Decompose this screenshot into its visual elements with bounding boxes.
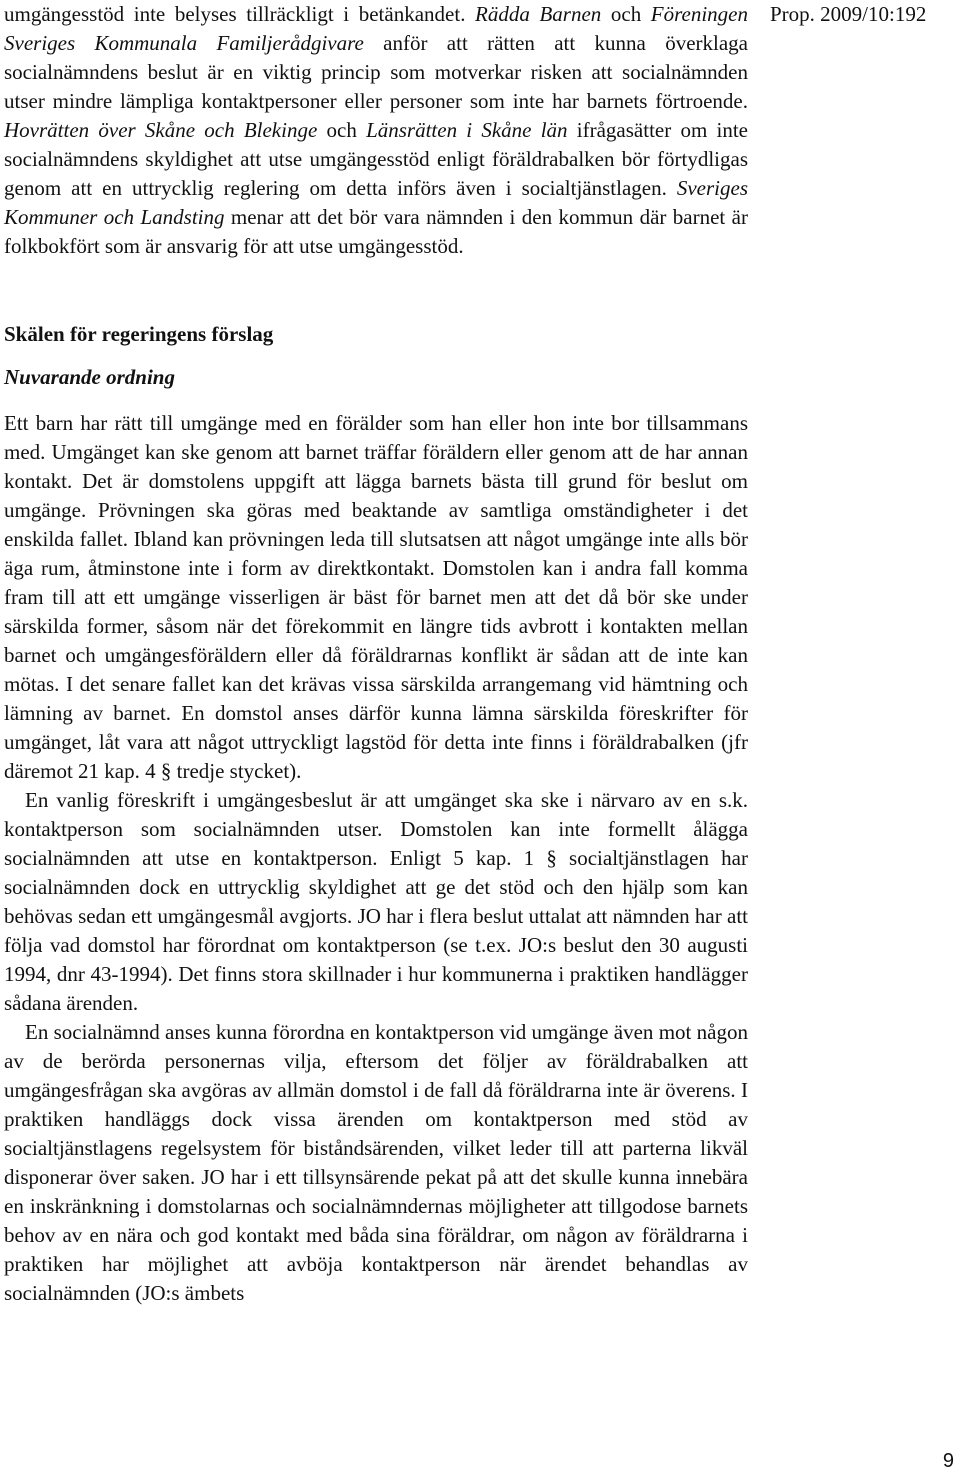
body-paragraph: Ett barn har rätt till umgänge med en förälder som han eller hon inte bor tillsammans med. Umgänget kan ske genom att barnet träffar föräldern eller genom att de har annan kontakt. Det är domstolens uppgift att lägga barnets bästa till grund för beslut om umgänge. Prövningen ska göras med beaktande av samtliga omständigheter i det enskilda fallet. Ibland kan prövningen leda till slutsatsen att något umgänge inte alls bör äga rum, åtminstone inte i form av direktkontakt. Domstolen kan i andra fall komma fram till att ett umgänge visserligen är bäst för barnet men att det då bör ske under särskilda former, såsom när det förekommit en längre tids avbrott i kontakten mellan barnet och umgängesföräldern eller då föräldrarnas konflikt är sådan att de inte kan mötas. I det senare fallet kan det krävas vissa särskilda arrangemang vid hämtning och lämning av barnet. En domstol anses därför kunna lämna särskilda föreskrifter för umgänget, låt vara att något uttryckligt lagstöd för detta inte finns i föräldrabalken (jfr däremot 21 kap. 4 § tredje stycket). <box>4 411 748 783</box>
text-run: menar att det bör vara nämnden i den kommun där barnet är folkbokfört som är ansvarig för att utse umgängesstöd. <box>4 205 748 258</box>
section-heading: Skälen för regeringens förslag <box>4 322 274 346</box>
organization-name: Rädda Barnen <box>475 2 602 26</box>
text-run: anför att rätten att kunna överklaga socialnämndens beslut är en viktig princip som motverkar risken att socialnämnden utser mindre lämpliga kontaktpersoner eller personer som inte har barnets förtroende. <box>4 31 748 113</box>
text-run: umgängesstöd inte belyses tillräckligt i betänkandet. <box>4 2 476 26</box>
proposition-reference: Prop. 2009/10:192 <box>770 2 927 26</box>
spacer <box>4 392 748 409</box>
intro-paragraph <box>4 0 748 261</box>
organization-name: Föreningen Sveriges Kommunala Familjerådgivare <box>4 2 748 55</box>
organization-name: Sveriges Kommuner och Landsting <box>4 176 748 229</box>
main-text-column <box>4 0 748 1308</box>
text-run: och <box>601 2 651 26</box>
text-run: och <box>317 118 367 142</box>
text-run: ifrågasätter om inte socialnämndens skyldighet att utse umgängesstöd enligt föräldrabalken bör förtydligas genom att en uttrycklig reglering om detta införs även i socialtjänstlagen. <box>4 118 748 200</box>
body-paragraph: En socialnämnd anses kunna förordna en kontaktperson vid umgänge även mot någon av de berörda personernas vilja, eftersom det följer av föräldrabalken att umgängesfrågan ska avgöras av allmän domstol i de fall då föräldrarna inte är överens. I praktiken handläggs dock vissa ärenden om kontaktperson med stöd av socialtjänstlagens regelsystem för biståndsärenden, vilket leder till att parterna likväl disponerar över saken. JO har i ett tillsynsärende pekat på att det skulle kunna innebära en inskränkning i domstolarnas och socialnämndernas möjligheter att tillgodose barnets behov av en nära och god kontakt med båda sina föräldrar, om någon av föräldrarna i praktiken har möjlighet att avböja kontaktperson när ärendet behandlas av socialnämnden (JO:s ämbets <box>4 1020 748 1305</box>
spacer <box>4 261 748 320</box>
organization-name: Hovrätten över Skåne och Blekinge <box>4 118 318 142</box>
body-paragraph: En vanlig föreskrift i umgängesbeslut är att umgänget ska ske i närvaro av en s.k. kontaktperson som socialnämnden utser. Domstolen kan inte formellt ålägga socialnämnden att utse en kontaktperson. Enligt 5 kap. 1 § socialtjänstlagen har socialnämnden dock en uttrycklig skyldighet att ge det stöd och den hjälp som kan behövas sedan ett umgängesmål avgjorts. JO har i flera beslut uttalat att nämnden har att följa vad domstol har förordnat om kontaktperson (se t.ex. JO:s beslut den 30 augusti 1994, dnr 43-1994). Det finns stora skillnader i hur kommunerna i praktiken handlägger sådana ärenden. <box>4 788 748 1015</box>
organization-name: Länsrätten i Skåne län <box>366 118 568 142</box>
page-number: 9 <box>942 1450 954 1472</box>
subsection-heading: Nuvarande ordning <box>4 365 175 389</box>
